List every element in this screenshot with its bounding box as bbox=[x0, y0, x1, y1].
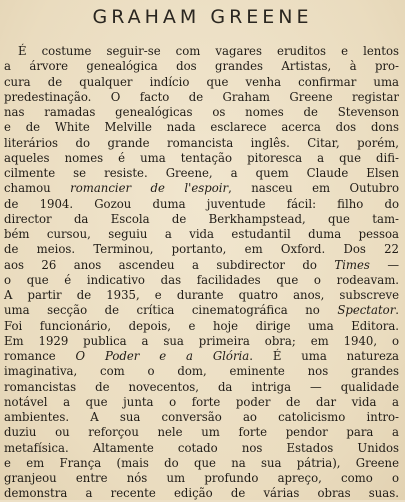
text-line bbox=[4, 136, 399, 151]
text-segment: duziu ou reforçou nele um forte pendor para a bbox=[4, 425, 399, 440]
text-line bbox=[4, 258, 399, 273]
text-line bbox=[4, 242, 399, 257]
text-segment: Foi funcionário, depois, e hoje dirige uma Editora. bbox=[4, 318, 399, 333]
text-segment: predestinação. O facto de Graham Greene registar bbox=[4, 89, 399, 104]
text-line bbox=[4, 303, 399, 318]
text-segment: ambientes. A sua conversão ao catolicismo intro- bbox=[4, 410, 399, 424]
italic-title: O Poder e a Glória bbox=[75, 349, 250, 363]
text-line bbox=[4, 44, 399, 59]
text-line bbox=[4, 319, 399, 334]
text-line bbox=[4, 334, 399, 349]
page-title: GRAHAM GREENE bbox=[92, 6, 313, 28]
text-segment: romancistas de novecentos, da intriga — qualidade bbox=[4, 379, 399, 394]
text-line bbox=[4, 486, 399, 501]
text-segment: director da Escola de Berkhampstead, que tam- bbox=[4, 211, 399, 226]
text-segment: — bbox=[369, 257, 400, 272]
text-segment: chamou bbox=[4, 181, 71, 196]
text-segment: e de White Melville nada esclarece acerca dos dons bbox=[4, 120, 399, 135]
text-line bbox=[4, 273, 399, 288]
text-segment: . É uma natureza bbox=[249, 349, 399, 363]
text-line bbox=[4, 349, 399, 364]
text-line bbox=[4, 441, 399, 456]
text-line bbox=[4, 90, 399, 105]
text-segment: bém cursou, seguiu a vida estudantil duma pessoa bbox=[4, 227, 399, 241]
italic-title: romancier de l'espoir bbox=[70, 181, 229, 196]
biography-text bbox=[4, 44, 399, 502]
text-segment: aos 26 anos ascendeu a subdirector do bbox=[4, 257, 335, 272]
text-line bbox=[4, 151, 399, 166]
text-segment: de 1904. Gozou duma juventude fácil: filho do bbox=[4, 196, 399, 211]
text-segment: É costume seguir-se com vagares eruditos e lentos bbox=[18, 44, 399, 58]
text-segment: cilmente se resiste. Greene, a quem Claude Elsen bbox=[4, 166, 399, 180]
text-line bbox=[4, 59, 399, 74]
text-segment: granjeou entre nós um profundo apreço, como o bbox=[4, 471, 399, 485]
text-line bbox=[4, 288, 399, 303]
text-line bbox=[4, 364, 399, 379]
text-segment: o que é indicativo das facilidades que o rodeavam. bbox=[4, 272, 399, 287]
text-segment: uma secção de crítica cinematográfica no bbox=[4, 303, 338, 318]
text-segment: . bbox=[395, 303, 399, 318]
text-line bbox=[4, 395, 399, 410]
text-line bbox=[4, 181, 399, 196]
text-segment: A partir de 1935, e durante quatro anos, subscreve bbox=[4, 288, 399, 302]
text-segment: a árvore genealógica dos grandes Artistas, à pro- bbox=[4, 59, 399, 74]
text-segment: demonstra a recente edição de várias obras suas. bbox=[4, 486, 399, 501]
text-line bbox=[4, 456, 399, 471]
text-line bbox=[4, 227, 399, 242]
text-line bbox=[4, 75, 399, 90]
text-segment: literários do grande romancista inglês. Citar, porém, bbox=[4, 135, 399, 150]
text-segment: metafísica. Altamente cotado nos Estados Unidos bbox=[4, 440, 399, 455]
text-line bbox=[4, 380, 399, 395]
text-segment: nas ramadas genealógicas os nomes de Stevenson bbox=[4, 105, 399, 119]
italic-title: Times bbox=[334, 257, 370, 272]
text-line bbox=[4, 105, 399, 120]
text-segment: aqueles nomes é uma tentação pitoresca a que difi- bbox=[4, 150, 399, 165]
text-segment: cura de qualquer indício que venha confirmar uma bbox=[4, 74, 399, 89]
text-line bbox=[4, 410, 399, 425]
text-line bbox=[4, 212, 399, 227]
text-line bbox=[4, 166, 399, 181]
text-segment: notável a que junta o forte poder de dar vida a bbox=[4, 394, 399, 409]
text-line bbox=[4, 425, 399, 440]
text-line bbox=[4, 197, 399, 212]
text-segment: Em 1929 publica a sua primeira obra; em 1940, o bbox=[4, 333, 399, 348]
text-segment: imaginativa, com o dom, eminente nos grandes bbox=[4, 364, 399, 379]
text-segment: de meios. Terminou, portanto, em Oxford. Dos 22 bbox=[4, 242, 399, 257]
italic-title: Spectator bbox=[337, 303, 396, 318]
text-segment: e em França (mais do que na sua pátria), Greene bbox=[4, 455, 399, 470]
text-segment: , nasceu em Outubro bbox=[228, 181, 399, 196]
text-line bbox=[4, 120, 399, 135]
text-segment: romance bbox=[4, 349, 76, 363]
text-line bbox=[4, 471, 399, 486]
